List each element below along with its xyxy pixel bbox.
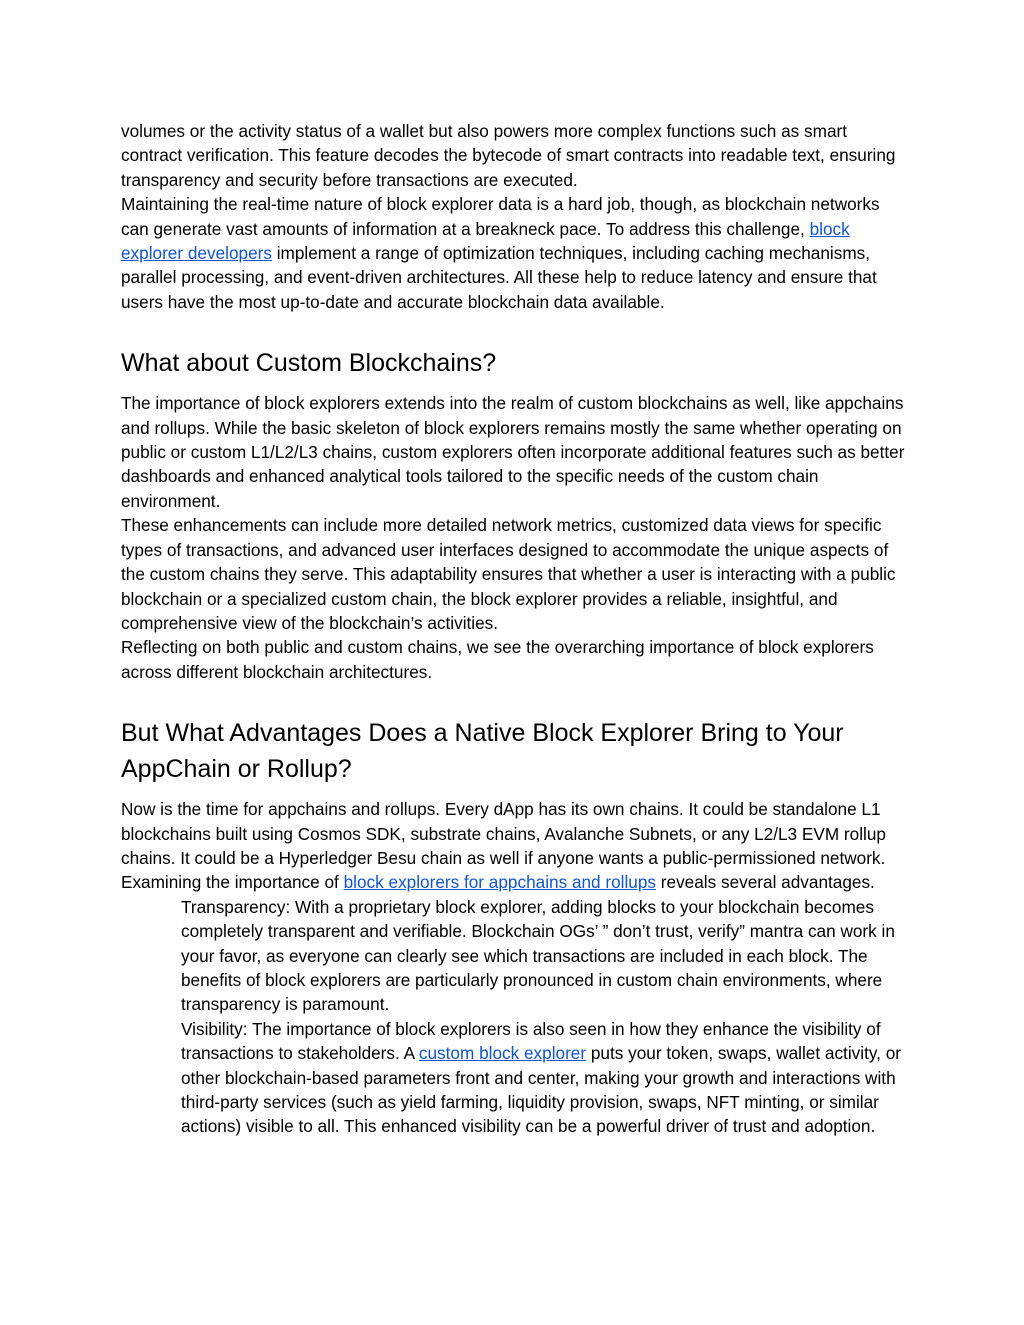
visibility-text-start: Visibility: The importance of block explorers is also seen in how they enhance the visibility of transactions to stakeholders. A <box>181 1018 881 1064</box>
custom-block-explorer-link[interactable]: custom block explorer <box>418 1043 587 1064</box>
intro-paragraph-2-text-end: implement a range of optimization techniques, including caching mechanisms, parallel processing, and event-driven architectures. All these help to reduce latency and ensure that users have the most up-to-date and accurate blockchain data available. <box>121 243 877 312</box>
block-explorer-developers-link[interactable]: block explorer developers <box>121 218 850 264</box>
document-page <box>121 119 911 1139</box>
custom-blockchains-heading: What about Custom Blockchains? <box>121 349 497 378</box>
advantages-paragraph-1 <box>121 797 911 895</box>
advantages-paragraph-1-text-end: reveals several advantages. <box>656 872 875 893</box>
custom-paragraph-3: Reflecting on both public and custom chains, we see the overarching importance of block explorers across different blockchain architectures. <box>121 637 874 682</box>
custom-paragraph-1: The importance of block explorers extends into the realm of custom blockchains as well, like appchains and rollups. While the basic skeleton of block explorers remains mostly the same whether operating on public or custom L1/L2/L3 chains, custom explorers often incorporate additional features such as better dashboards and enhanced analytical tools tailored to the specific needs of the custom chain environment. <box>121 393 905 511</box>
visibility-paragraph <box>121 1017 911 1139</box>
intro-paragraph-2 <box>121 192 911 314</box>
intro-paragraph-2-text-start: Maintaining the real-time nature of block explorer data is a hard job, though, as blockchain networks can generate vast amounts of information at a breakneck pace. To address this challenge, <box>121 194 880 239</box>
appchains-rollups-link[interactable]: block explorers for appchains and rollups <box>343 872 657 893</box>
custom-paragraph-2: These enhancements can include more detailed network metrics, customized data views for specific types of transactions, and advanced user interfaces designed to accommodate the unique aspects of the custom chains they serve. This adaptability ensures that whether a user is interacting with a public blockchain or a specialized custom chain, the block explorer provides a reliable, insightful, and comprehensive view of the blockchain’s activities. <box>121 515 896 633</box>
advantages-heading: But What Advantages Does a Native Block Explorer Bring to Your AppChain or Rollup? <box>121 719 844 784</box>
transparency-paragraph: Transparency: With a proprietary block explorer, adding blocks to your blockchain becomes completely transparent and verifiable. Blockchain OGs’ ” don’t trust, verify” mantra can work in your favor, as everyone can clearly see which transactions are included in each block. The benefits of block explorers are particularly pronounced in custom chain environments, where transparency is paramount. <box>181 896 895 1015</box>
visibility-text-end: puts your token, swaps, wallet activity, or other blockchain-based parameters front and center, making your growth and interactions with third-party services (such as yield farming, liquidity provision, swaps, NFT minting, or similar actions) visible to all. This enhanced visibility can be a powerful driver of trust and adoption. <box>181 1043 901 1137</box>
advantages-paragraph-1-text-start: Now is the time for appchains and rollups. Every dApp has its own chains. It could be standalone L1 blockchains built using Cosmos SDK, substrate chains, Avalanche Subnets, or any L2/L3 EVM rollup chains. It could be a Hyperledger Besu chain as well if anyone wants a public-permissioned network. Examining the importance of <box>121 799 886 893</box>
intro-paragraph-1: volumes or the activity status of a wallet but also powers more complex functions such as smart contract verification. This feature decodes the bytecode of smart contracts into readable text, ensuring transparency and security before transactions are executed. <box>121 121 896 190</box>
